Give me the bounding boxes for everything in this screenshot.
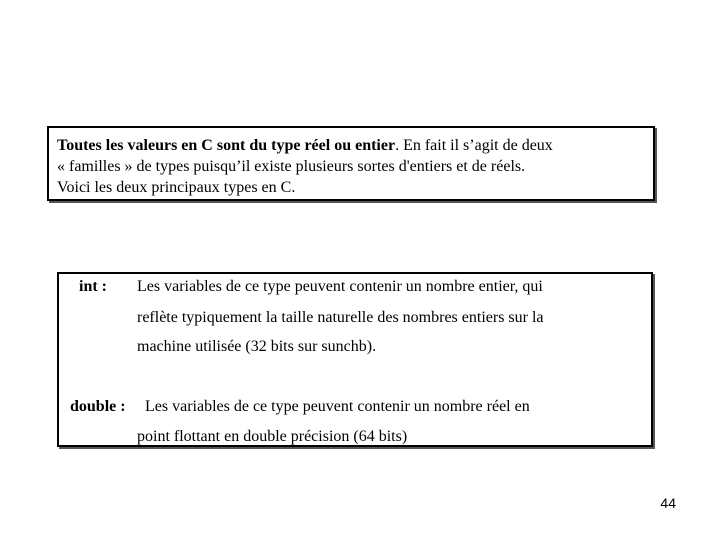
intro-line-2: « familles » de types puisqu’il existe plusieurs sortes d'entiers et de réels.: [57, 158, 526, 175]
int-desc-line-1: Les variables de ce type peuvent contenir un nombre entier, qui: [137, 278, 543, 295]
intro-line-3: Voici les deux principaux types en C.: [57, 179, 296, 196]
intro-line-1: [57, 135, 653, 156]
intro-box: [47, 126, 655, 201]
double-desc-line-2: point flottant en double précision (64 bits): [137, 428, 408, 445]
int-desc-line-2: reflète typiquement la taille naturelle des nombres entiers sur la: [137, 309, 544, 326]
int-keyword: int :: [79, 278, 107, 295]
double-keyword: double :: [70, 398, 126, 415]
types-box: [57, 272, 653, 447]
intro-line-1-bold: Toutes les valeurs en C sont du type réel ou entier: [57, 137, 396, 154]
int-desc-line-3: machine utilisée (32 bits sur sunchb).: [137, 338, 377, 355]
double-desc-line-1: Les variables de ce type peuvent contenir un nombre réel en: [145, 398, 530, 415]
page-number: 44: [660, 495, 676, 511]
intro-line-1-rest: . En fait il s’agit de deux: [395, 137, 553, 154]
